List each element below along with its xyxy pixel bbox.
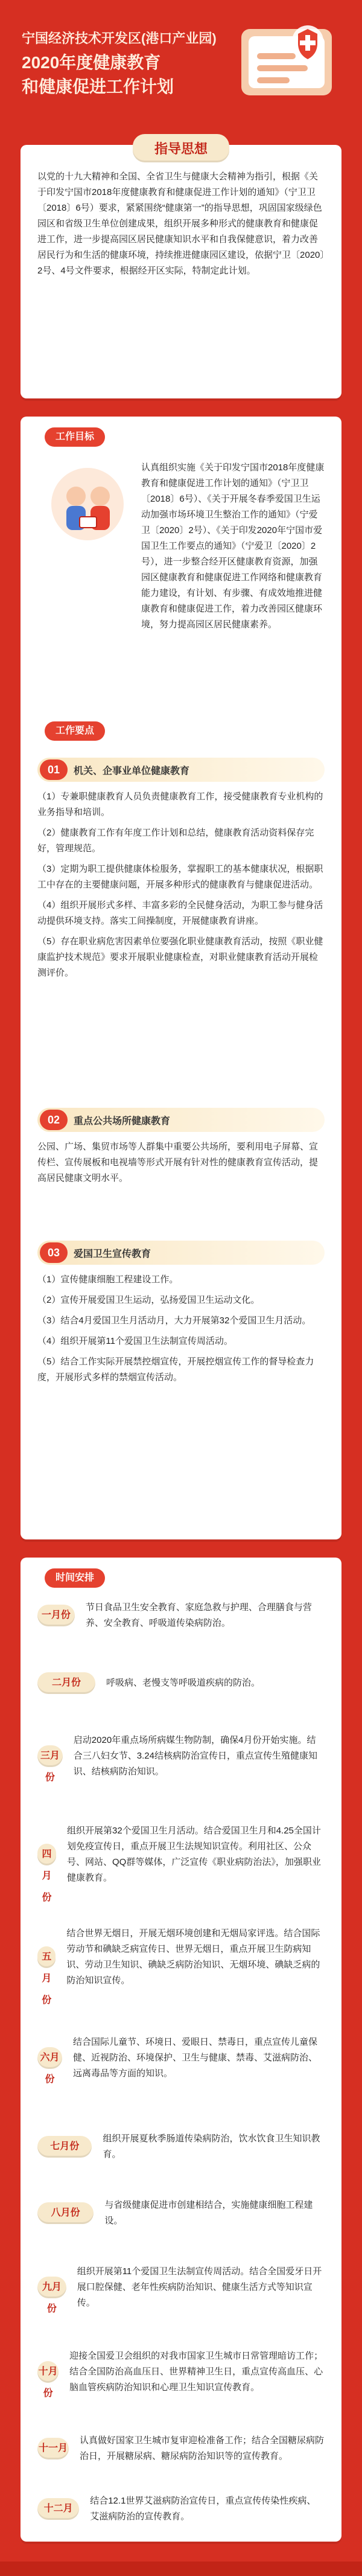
timeline-text: 组织开展夏秋季肠道传染病防治，饮水饮食卫生知识教育。 [103, 2133, 320, 2159]
timeline-month: 八月份 [37, 2202, 94, 2224]
timeline-card [21, 1558, 341, 2542]
points-sub-02-number: 02 [40, 1110, 68, 1130]
timeline-text: 节日食品卫生安全教育、家庭急救与护理、合理膳食与营养、安全教育、呼吸道传染病防治。 [85, 1602, 312, 1628]
timeline-row [37, 1600, 325, 1631]
title-block [22, 27, 217, 99]
points-sub-01-items [37, 789, 325, 981]
points-sub-01-item-1: （1）专兼职健康教育人员负责健康教育工作，接受健康教育专业机构的业务指导和培训。 [37, 791, 323, 817]
points-sub-03-item-5: （5）结合工作实际开展禁控烟宣传，开展控烟宣传工作的督导检查力度，开展形式多样的禁烟宣传活动。 [37, 1357, 314, 1382]
timeline-month: 二月份 [37, 1672, 95, 1694]
points-sub-03-item-2: （2）宣传开展爱国卫生运动，弘扬爱国卫生运动文化。 [37, 1295, 260, 1305]
header [0, 0, 362, 139]
goal-text-top [141, 460, 326, 633]
points-sub-02-header [37, 1108, 325, 1132]
points-sub-03-number: 03 [40, 1242, 68, 1263]
timeline-month: 十一月 [37, 2438, 69, 2459]
timeline-row [37, 2493, 325, 2525]
timeline-text: 与省级健康促进市创建相结合，实施健康细胞工程建设。 [104, 2200, 313, 2226]
timeline [37, 1600, 325, 2523]
title-line-2: 2020年度健康教育 [22, 53, 161, 72]
timeline-month: 七月份 [37, 2136, 92, 2158]
timeline-month: 十二月 [37, 2498, 79, 2520]
points-sub-01-title: 机关、企事业单位健康教育 [74, 765, 190, 776]
timeline-row [37, 2034, 325, 2085]
timeline-month: 一月份 [37, 1605, 75, 1626]
points-sub-03-item-1: （1）宣传健康细胞工程建设工作。 [37, 1274, 179, 1285]
timeline-row [37, 1926, 325, 2006]
points-sub-02 [37, 1108, 325, 1186]
points-sub-03-items [37, 1272, 325, 1385]
timeline-row [37, 1823, 325, 1903]
footer-bar [0, 2562, 362, 2576]
timeline-row [37, 2197, 325, 2229]
timeline-row [37, 2131, 325, 2162]
section-title-timeline: 时间安排 [45, 1568, 105, 1588]
points-sub-02-paragraph: 公园、广场、集贸市场等人群集中重要公共场所，要利用电子屏幕、宣传栏、宣传展板和电视墙等形式开展有针对性的健康教育宣传活动，提高居民健康文明水平。 [37, 1142, 319, 1183]
timeline-text: 呼吸病、老慢支等呼吸道疾病的防治。 [106, 1678, 261, 1688]
timeline-row [37, 2348, 325, 2399]
timeline-month: 五月份 [37, 1946, 56, 1968]
timeline-text: 结合12.1世界艾滋病防治宣传日，重点宣传传染性疾病、艾滋病防治的宣传教育。 [90, 2496, 316, 2522]
points-sub-03-header [37, 1241, 325, 1265]
timeline-row [37, 2433, 325, 2464]
timeline-month: 四月份 [37, 1844, 56, 1865]
points-sub-03-title: 爱国卫生宣传教育 [74, 1248, 151, 1259]
timeline-text: 迎接全国爱卫会组织的对我市国家卫生城市日常管理暗访工作；结合全国防治高血压日、世界精神卫生日，重点宣传高血压、心脑血管疾病防治知识和心理卫生知识宣传教育。 [69, 2351, 323, 2392]
goal-points-card [21, 417, 341, 1539]
points-sub-03 [37, 1241, 325, 1385]
timeline-row [37, 1733, 325, 1783]
goal-paragraph-1: 认真组织实施《关于印发宁国市2018年度健康教育和健康促进工作计划的通知》（宁卫卫〔2018〕6号）、《关于开展冬春季爱国卫生运动加强市场环境卫生整治工作的通知》（宁爱卫〔2020〕2号）、《关于印发2020年宁国市爱国卫生工作要点的通知》（宁爱卫〔2020〕2号），进一步整合经开区健康教育资源，加强园区健康教育和健康促进工作网络和健康教育能力建设，有计划、有步骤、有成效地推进健康教育和健康促进工作，着力改善园区健康环境，努力提高园区居民健康素养。 [141, 462, 325, 630]
timeline-text: 组织开展第32个爱国卫生月活动。结合爱国卫生月和4.25全国计划免疫宣传日，重点开展卫生法规知识宣传。利用社区、公众号、网站、QQ群等媒体，广泛宣传《职业病防治法》，加强职业健康教育。 [67, 1826, 321, 1883]
students-illustration [48, 465, 127, 543]
timeline-month: 六月份 [37, 2047, 62, 2069]
points-sub-01 [37, 758, 325, 981]
points-sub-03-item-3: （3）结合4月爱国卫生月活动月，大力开展第32个爱国卫生月活动。 [37, 1315, 311, 1326]
timeline-month: 三月份 [37, 1745, 63, 1767]
points-sub-02-title: 重点公共场所健康教育 [74, 1116, 171, 1127]
timeline-text: 认真做好国家卫生城市复审迎检准备工作；结合全国糖尿病防治日，开展糖尿病、糖尿病防治知识等的宣传教育。 [79, 2435, 324, 2461]
section-title-goal: 工作目标 [45, 427, 105, 447]
timeline-row [37, 2264, 325, 2314]
section-title-points: 工作要点 [45, 721, 105, 741]
timeline-text: 启动2020年重点场所病媒生物防制，确保4月份开始实施。结合三八妇女节、3.24结核病防治宣传日，重点宣传生殖健康知识、结核病防治知识。 [73, 1735, 317, 1777]
title-line-3: 和健康促进工作计划 [22, 77, 174, 96]
section-title-guiding: 指导思想 [133, 134, 229, 162]
timeline-text: 组织开展第11个爱国卫生法制宣传周活动。结合全国爱牙日开展口腔保健、老年性疾病防治知识、健康生活方式等知识宣传。 [77, 2266, 322, 2308]
points-sub-01-number: 01 [40, 759, 68, 780]
timeline-text: 结合世界无烟日，开展无烟环境创建和无烟局家评选。结合国际劳动节和碘缺乏病宣传日、世界无烟日，重点开展卫生防病知识、劳动卫生知识、碘缺乏病防治知识、无烟环境、碘缺乏病的防治知识宣传。 [66, 1928, 320, 1986]
points-sub-03-item-4: （4）组织开展第11个爱国卫生法制宣传周活动。 [37, 1336, 233, 1346]
points-sub-01-item-5: （5）存在职业病危害因素单位要强化职业健康教育活动，按照《职业健康监护技术规范》要求开展职业健康检查，对职业健康教育活动开展检测评价。 [37, 936, 323, 978]
guiding-card-inner [21, 145, 341, 293]
points-sub-01-item-2: （2）健康教育工作有年度工作计划和总结，健康教育活动资料保存完好，管理规范。 [37, 828, 314, 854]
health-shield-illustration [235, 18, 338, 103]
title-line-1: 宁国经济技术开发区(港口产业园) [22, 31, 217, 46]
guiding-card [21, 141, 341, 398]
points-sub-01-item-3: （3）定期为职工提供健康体检服务，掌握职工的基本健康状况，根据职工中存在的主要健康问题，开展多种形式的健康教育与健康促进活动。 [37, 864, 323, 890]
timeline-month: 十月份 [37, 2361, 59, 2383]
timeline-row [37, 1672, 325, 1694]
points-sub-01-item-4: （4）组织开展形式多样、丰富多彩的全民健身活动，为职工参与健身活动提供环境支持。落实工间操制度，开展健康教育讲座。 [37, 900, 323, 926]
timeline-text: 结合国际儿童节、环境日、爱眼日、禁毒日，重点宣传儿童保健、近视防治、环境保护、卫生与健康、禁毒、艾滋病防治、远离毒品等方面的知识。 [73, 2037, 318, 2079]
points-sub-01-header [37, 758, 325, 782]
timeline-month: 九月份 [37, 2277, 66, 2298]
guiding-paragraph: 以党的十九大精神和全国、全省卫生与健康大会精神为指引，根据《关于印发宁国市2018年度健康教育和健康促进工作计划的通知》（宁卫卫〔2018〕6号）要求，紧紧围绕“健康第一”的指导思想，巩固国家级绿色园区和省级卫生单位创建成果，组织开展多种形式的健康教育和健康促进工作，进一步提高园区居民健康知识水平和自我保健意识，着力改善居民行为和生活的健康环境，持续推进健康园区建设，依据宁卫〔2020〕2号、4号文件要求，根据经开区实际，特制定此计划。 [37, 171, 325, 276]
